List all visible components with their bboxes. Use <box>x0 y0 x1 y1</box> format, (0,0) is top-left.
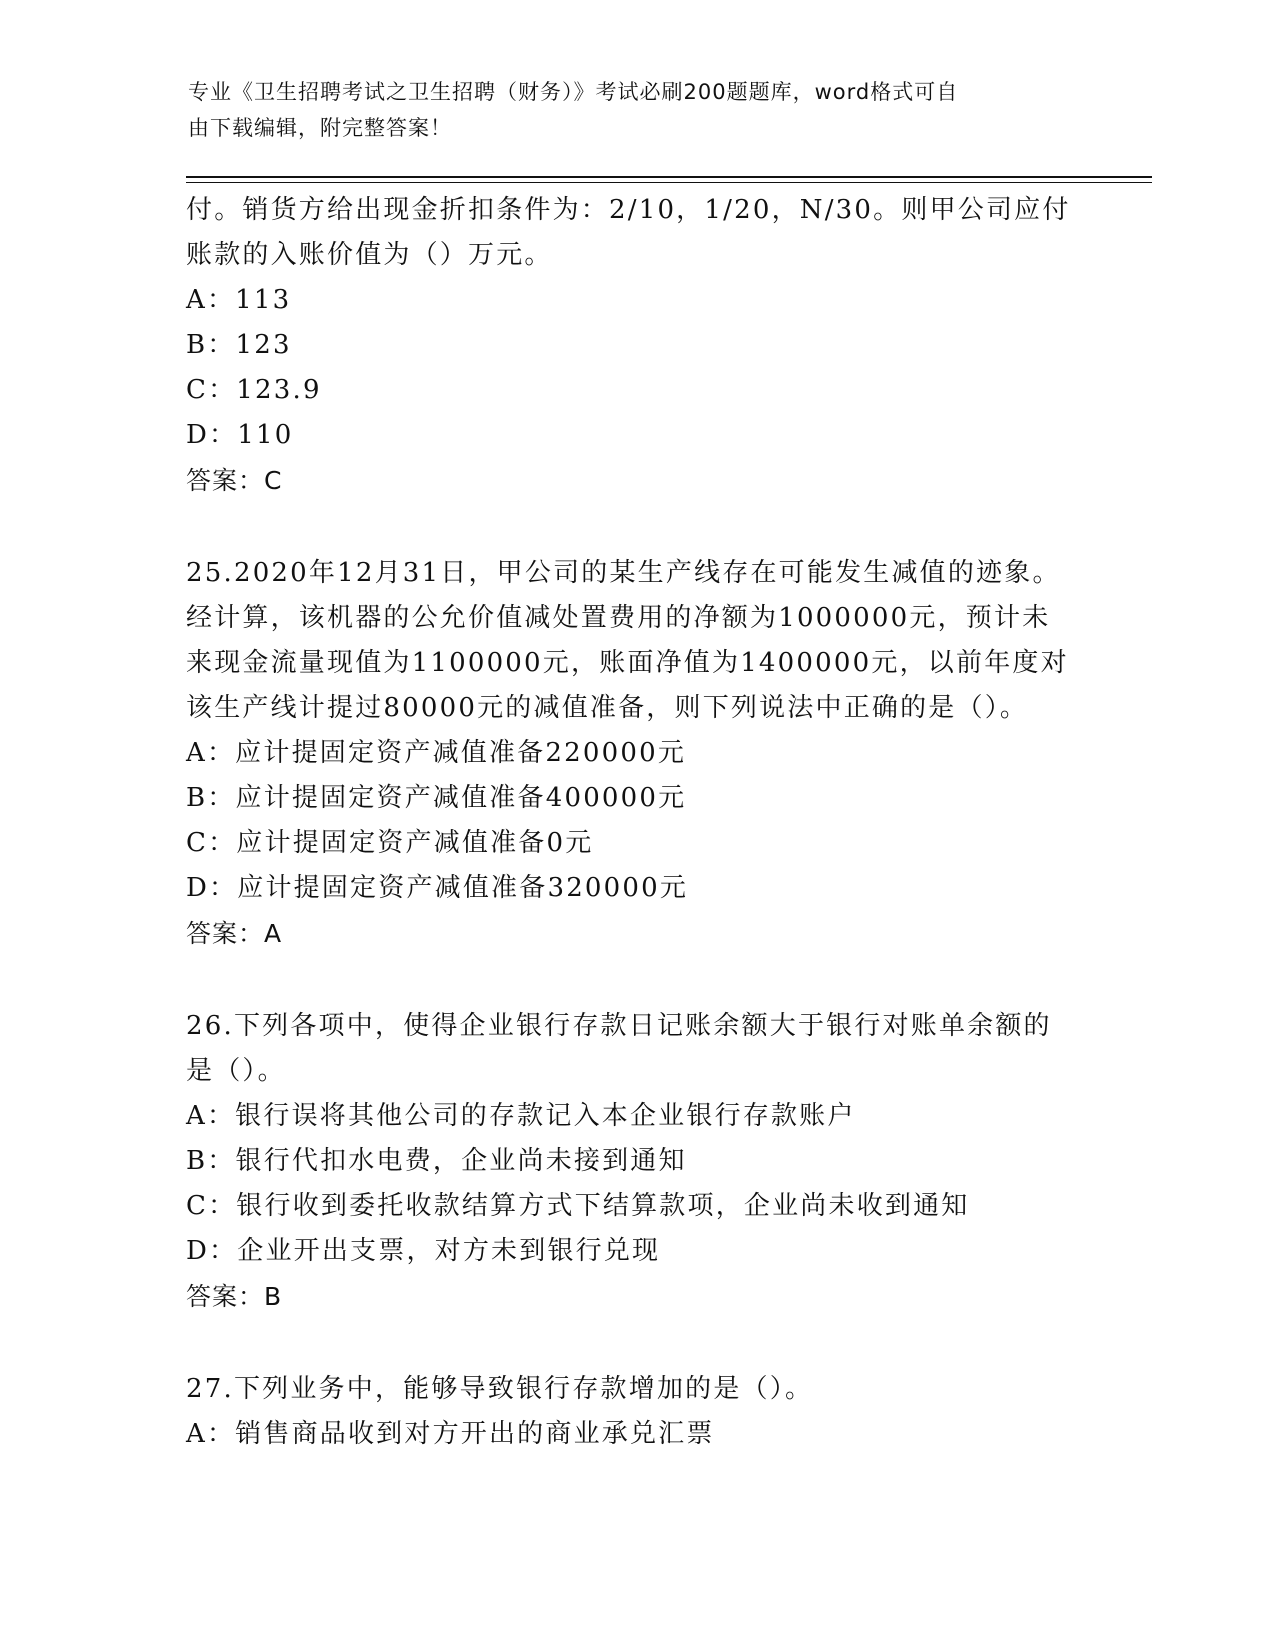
header-divider-thick <box>186 176 1152 178</box>
option-d: D：企业开出支票，对方未到银行兑现 <box>186 1236 661 1266</box>
option-d: D：应计提固定资产减值准备320000元 <box>186 873 689 903</box>
question-stem-line: 25.2020年12月31日，甲公司的某生产线存在可能发生减值的迹象。 <box>186 558 1061 588</box>
option-c: C：应计提固定资产减值准备0元 <box>186 828 594 858</box>
question-25-block <box>186 551 1086 956</box>
question-stem-line: 26.下列各项中，使得企业银行存款日记账余额大于银行对账单余额的 <box>186 1011 1052 1041</box>
question-stem-line: 27.下列业务中，能够导致银行存款增加的是（）。 <box>186 1374 814 1404</box>
spacer <box>186 1319 1086 1367</box>
header-line-1: 专业《卫生招聘考试之卫生招聘（财务）》考试必刷200题题库，word格式可自 <box>188 80 959 104</box>
header-divider-thin <box>186 182 1152 183</box>
question-stem-line: 是（）。 <box>186 1056 286 1086</box>
header-line-2: 由下载编辑，附完整答案！ <box>188 116 452 140</box>
question-26-block <box>186 1004 1086 1319</box>
question-stem-line: 该生产线计提过80000元的减值准备，则下列说法中正确的是（）。 <box>186 693 1029 723</box>
spacer <box>186 503 1086 551</box>
option-b: B：银行代扣水电费，企业尚未接到通知 <box>186 1146 687 1176</box>
option-b: B：123 <box>186 330 292 360</box>
question-stem-line: 账款的入账价值为（）万元。 <box>186 240 553 270</box>
option-b: B：应计提固定资产减值准备400000元 <box>186 783 687 813</box>
question-stem-line: 付。销货方给出现金折扣条件为：2/10，1/20，N/30。则甲公司应付 <box>186 195 1071 225</box>
question-stem-line: 经计算，该机器的公允价值减处置费用的净额为1000000元，预计未 <box>186 603 1051 633</box>
option-a: A：113 <box>186 285 292 315</box>
option-c: C：银行收到委托收款结算方式下结算款项，企业尚未收到通知 <box>186 1191 970 1221</box>
question-27-block <box>186 1367 1086 1457</box>
option-c: C：123.9 <box>186 375 322 405</box>
answer-label: 答案：A <box>186 919 283 948</box>
answer-label: 答案：B <box>186 1282 283 1311</box>
option-a: A：应计提固定资产减值准备220000元 <box>186 738 687 768</box>
document-header <box>188 74 1068 146</box>
question-24-block <box>186 188 1086 503</box>
answer-label: 答案：C <box>186 466 283 495</box>
spacer <box>186 956 1086 1004</box>
option-d: D：110 <box>186 420 294 450</box>
question-stem-line: 来现金流量现值为1100000元，账面净值为1400000元，以前年度对 <box>186 648 1069 678</box>
questions-content <box>186 188 1086 1457</box>
option-a: A：销售商品收到对方开出的商业承兑汇票 <box>186 1419 715 1449</box>
option-a: A：银行误将其他公司的存款记入本企业银行存款账户 <box>186 1101 856 1131</box>
